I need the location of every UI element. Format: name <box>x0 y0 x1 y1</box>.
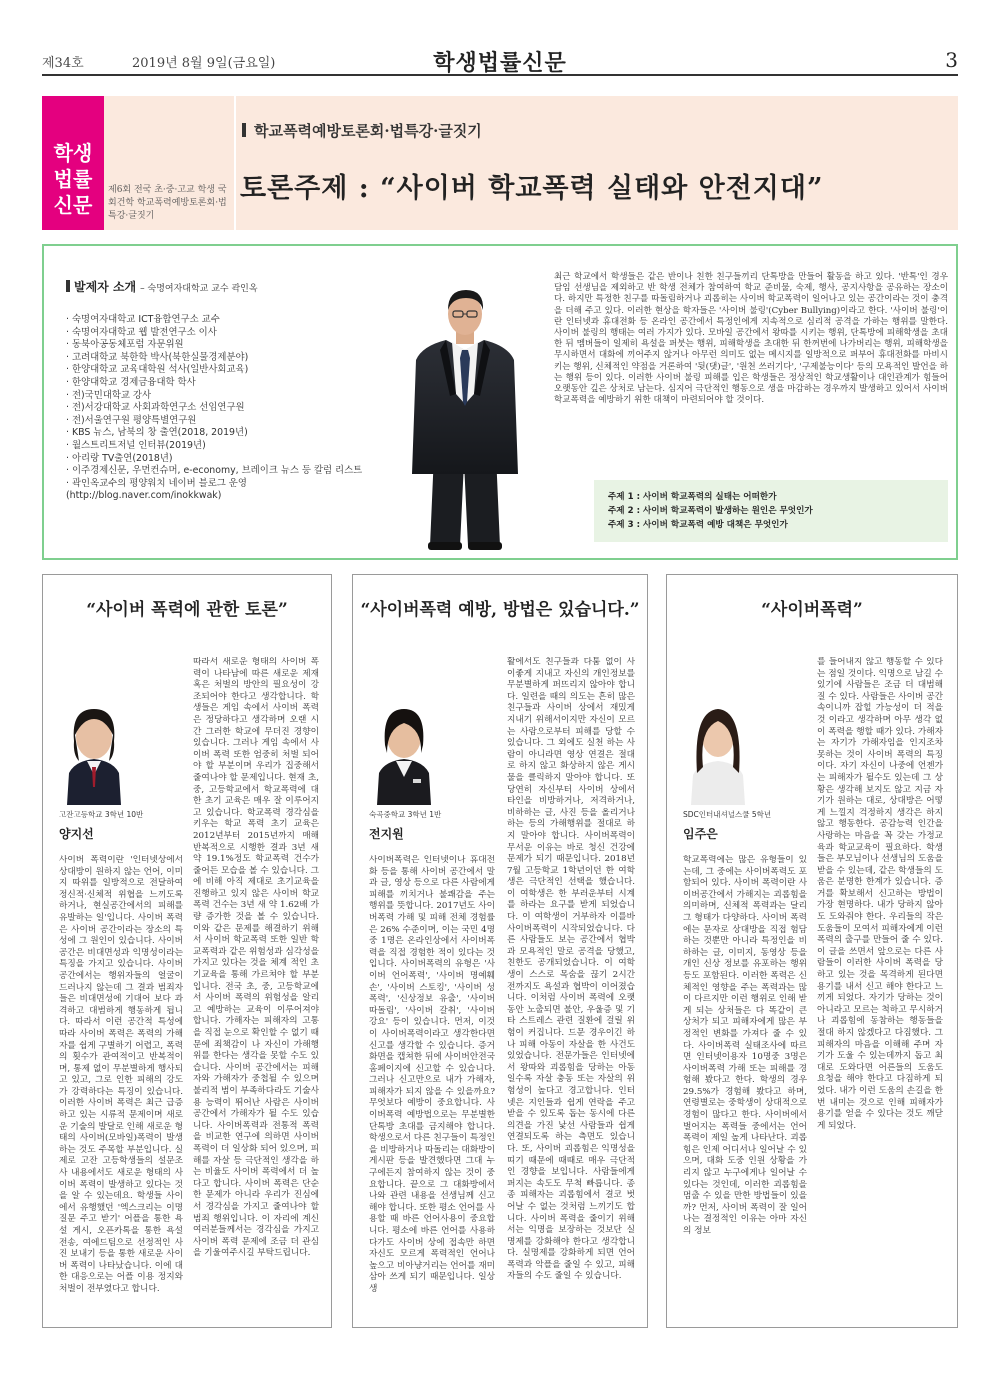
brand-text <box>42 140 104 218</box>
bio-item: · 전)서강대학교 사회과학연구소 선임연구원 <box>66 402 245 414</box>
article-title: “사이버 폭력에 관한 토론” <box>86 600 288 620</box>
brand-logo-block <box>42 96 104 230</box>
header-subtitle: 학교폭력예방토론회·법특강·글짓기 <box>242 120 482 141</box>
bio-item: (http://blog.naver.com/inokkwak) <box>66 490 222 502</box>
article-3 <box>666 574 958 1328</box>
presenter-heading <box>66 278 258 295</box>
header-band <box>42 96 958 230</box>
bio-item: · 전)국민대학교 강사 <box>66 389 152 401</box>
presenter-bio-list <box>66 314 396 503</box>
issue-date: 2019년 8월 9일(금요일) <box>132 56 276 71</box>
bio-item: · 고려대학교 북한학 박사(북한실물경제분야) <box>66 351 249 363</box>
article-column-2: 활에서도 친구들과 다툼 없이 사이좋게 지내고 자신의 개인정보를 무분별하게 퍼뜨리지 않아야 합니다. 일련을 때의 의도는 흔히 많은 친구들과 사이버 상에서 재밌게 지내기 위해서이지만 자신이 모르는 사람으로부터 피해를 당할 수 있습니다. 그 외에도 실천 하는 사람이 아니라면 영상 연결은 절대로 하지 않고 화상하지 않은 게시물을 클릭하지 말아야 합니다. 또 당연히 자신부터 사이버 상에서 타인을 비방하거나, 저격하거나, 비하하는 글, 사진 등을 올리거나 하는 등의 가해행위를 절대로 하지 말아야 합니다. 사이버폭력이 무서운 이유는 바로 청신 건강에 문제가 되기 때문입니다. 2018년 7월 고등학교 1학년이던 한 여학생은 극단적인 선택을 했습니다. 이 여학생은 한 부러운부터 시계를 하라는 요구를 받게 되었습니다. 이 여학생이 거부하자 이를바 사이버폭력이 시작되었습니다. 다른 사람들도 보는 공간에서 협박과 모욕적인 말로 공격을 당했고, 친한도 공개되었습니다. 이 여학생이 스스로 목숨을 끊기 2시간 전까지도 욕설과 협박이 이어졌습니다. 이처럼 사이버 폭력에 오랫동안 노출되면 불안, 우울증 및 기타 스트레스 관련 질환에 걸릴 위험이 커집니다. 드문 경우이긴 하나 피해 아동이 자살을 한 사건도 있었습니다. 전문가들은 인터넷에서 왕따와 괴롭힘을 당하는 아동일수록 자살 충동 또는 자살의 위험성이 높다고 경고합니다. 인터넷은 지인들과 쉽게 연락을 주고받을 수 있도록 돕는 동시에 다른 의견을 가진 낯선 사람들과 쉽게 연결되도록 하는 측면도 있습니다. 또, 사이버 괴롭힘은 익명성을 띠기 때문에 때때로 매우 극단적인 경향을 보입니다. 사람들에게 퍼지는 속도도 무척 빠릅니다. 종종 피해자는 괴롭힘에서 결코 벗어날 수 없는 것처럼 느끼기도 합니다. 사이버 폭력을 줄이기 위해서는 익명을 보장하는 것보단 실명제를 강화해야 한다고 생각합니다. 실명제를 강화하게 되면 언어폭력과 악플을 줄일 수 있고, 피해자들의 수도 줄일 수 있습니다. <box>507 657 635 1282</box>
bio-item: · KBS 뉴스, 남북의 창 출연(2018, 2019년) <box>66 427 248 439</box>
theme-item: 주제 2 : 사이버 학교폭력이 발생하는 원인은 무엇인가 <box>608 506 813 516</box>
bio-item: · 한양대학교 경제금융대학 학사 <box>66 376 196 388</box>
presenter-intro-text: 최근 학교에서 학생들은 같은 반이나 친한 친구들끼리 단톡방을 만들어 활동을 하고 있다. '반톡'인 경우 담임 선생님을 제외하고 반 학생 전체가 참여하여 학교 준비물, 숙제, 행사, 공지사항을 공유하는 장소이다. 하지만 특정한 친구를 따돌림하거나 괴롭히는 사이버 학교폭력이 일어나고 있는 공간이라는 것이 충격을 더해 주고 있다. 이러한 현상을 학자들은 '사이버 불링'(Cyber Bullying)이라고 한다. '사이버 불링'이란 인터넷과 휴대전화 등 온라인 공간에서 특정인에게 지속적으로 심리적 공격을 가하는 행위를 말한다. 사이버 불링의 행태는 여러 가지가 있다. 모바일 공간에서 왕따를 시키는 행위, 단톡방에 피해학생을 초대한 뒤 멤버들이 일제히 욕설을 퍼붓는 행위, 피해학생을 초대한 뒤 한꺼번에 나가버리는 행위, 피해학생을 무시하면서 대화에 끼어주지 않거나 아무런 의미도 없는 메시지를 일방적으로 퍼부어 휴대전화를 마비시키는 행위, 신체적인 약점을 거론하여 '뒷(댓)글', '원천 쓰러기다', '구제불능이다' 등의 모욕적인 발언을 하는 행위 등이 있다. 이러한 사이버 불링 피해를 입은 학생들은 정상적인 학교생활이나 대인관계가 힘들어 오랫동안 깊은 상처로 남는다. 심지어 극단적인 행동으로 생을 마감하는 경우까지 발생하고 있어서 사이버 학교폭력을 예방하기 위한 대책이 마련되어야 할 것이다. <box>554 272 948 406</box>
article-column-2: 따라서 새로운 형태의 사이버 폭력이 나타남에 따른 새로운 제재 혹은 처벌의 방안의 필요성이 강조되어야 한다고 생각합니다. 학생들은 게임 속에서 사이버 폭력은 정당하다고 생각하며 오랜 시간 그러한 학교에 무더진 경향이 있습니다. 그러나 게임 속에서 사이버 폭력 또한 엄중히 처벌 되어야 할 부분이며 우리가 집중해서 줄여나야 할 문제입니다. 현재 초, 중, 고등학교에서 학교폭력에 대한 초기 교육은 매우 잘 이루어지고 있습니다. 학교폭력 경각심을 키우는 학교 폭력 초기 교육은 2012년부터 2015년까지 매해 반복적으로 시행한 결과 3년 새 약 19.1%정도 학교폭력 건수가 줄어든 모습을 볼 수 있습니다. 그에 비해 아직 제대로 초기교육을 진행하고 있지 않은 사이버 학교폭력 건수는 3년 새 약 1.62배 가량 증가한 것을 볼 수 있습니다. 이와 같은 문제를 해결하기 위해서 사이버 학교폭력 또한 일반 학교폭력과 같은 위험성과 심각성을 가지고 있다는 것을 체계 적인 초기교육을 통해 가르쳐야 할 부분입니다. 전국 초, 중, 고등학교에서 사이버 폭력의 위험성을 알리고 예방하는 교육이 이루어져야 합니다. 가해자는 피해자의 고통을 직접 눈으로 확인할 수 없기 때문에 죄책감이 나 자신이 가해행위를 한다는 생각을 못할 수도 있습니다. 사이버 공간에서는 피해자와 가해자가 중첩될 수 있으며 불리적 범이 부족하다라도 기술사용 능력이 뛰어난 사람은 사이버 공간에서 가해자가 될 수도 있습니다. 사이버폭력과 전통적 폭력을 비교한 연구에 의하면 사이버폭력이 더 일상화 되어 있으며, 피해를 자살 등 극단적인 생각을 하는 비율도 사이버 폭력에서 더 높다고 합니다. 사이버 폭력은 단순한 문제가 아니라 우리가 진심에서 경각심을 가지고 줄여나야 할 범죄 행위입니다. 이 자리에 계신 여러분들께서는 경각심을 가지고 사이버 폭력 문제에 조금 더 관심을 기울여주시길 부탁드립니다. <box>193 657 319 1259</box>
theme-item: 주제 1 : 사이버 학교폭력의 실태는 어떠한가 <box>608 492 777 502</box>
masthead <box>42 46 958 76</box>
article-column-1: 사이버 폭력이란 '인터넷상에서 상대방이 원하지 않는 언어, 이미지 따위를 일방적으로 전달하여 정신적·신체적 위협을 느끼도록 하거나, 현실공간에서의 피해를 유발하는 일'입니다. 사이버 폭력은 사이버 공간이라는 장소의 특성에 그 원인이 있습니다. 사이버 공간은 비대면성과 익명성이라는 특징을 가지고 있습니다. 사이버 공간에서는 행위자들의 얼굴이 드러나지 않는데 그 결과 범죄자들은 비대면성에 기대어 보다 과격하고 대범하게 행동하게 됩니다. 따라서 이런 공간적 특성에 따라 사이버 폭력은 폭력의 가해자를 쉽게 구별하기 어렵고, 폭력의 횟수가 관여적이고 반복적이며, 통제 없이 무분별하게 행사되고 있고, 그로 인한 피해의 강도가 강력하다는 특징이 있습니다. 이러한 사이버 폭력은 최근 급증하고 있는 시류적 문제이며 새로운 기술의 발달로 인해 새로운 형태의 사이버(모바일)폭력이 발생하는 것도 주목할 부분입니다. 실제로 고잔 고등학생들의 설문조사 내용에서도 새로운 형태의 사이버 폭력이 발생하고 있다는 것을 알 수 있는데요. 학생들 사이에서 유행했던 '엑스크리는 이명 질문 주고 받기' 어플을 통한 욕설 게시, 오픈카톡을 통한 욕설 전송, 여에드팀으로 선정적인 사진 보내기 등을 통한 새로운 사이버 폭력이 나타났습니다. 이에 대한 대응으로는 어플 이용 정지와 처벌이 전부였다고 합니다. <box>59 855 183 1294</box>
issue-number: 제34호 <box>42 56 84 71</box>
student-name: 임주은 <box>683 827 718 841</box>
bio-item: · 아리랑 TV출연(2018년) <box>66 452 173 464</box>
article-title: “사이버폭력” <box>761 600 863 620</box>
bio-item: · 숙명여자대학교 ICT융합연구소 교수 <box>66 314 220 325</box>
heading-bar-icon <box>66 280 70 292</box>
page-number: 3 <box>945 48 958 72</box>
brand-line-3: 신문 <box>53 193 93 217</box>
student-school: 숙곡중학교 3학년 1반 <box>369 810 442 819</box>
student-name: 양지선 <box>59 827 94 841</box>
article-title: “사이버폭력 예방, 방법은 있습니다.” <box>360 600 640 620</box>
bio-item: · 이주경제신문, 우먼컨슈머, e-economy, 브레이크 뉴스 등 칼럼 리스트 <box>66 465 363 477</box>
article-2 <box>352 574 648 1328</box>
bio-item: · 전)서울연구원 평양특별연구원 <box>66 414 197 426</box>
article-column-2: 를 들어내지 않고 행동할 수 있다는 점일 것이다. 익명으로 남길 수 있기에 사람들은 조금 더 대범해 질 수 있다. 사람들은 사이버 공간 속이니까 잡힐 가능성이 더 적을 것 이라고 생각하며 아무 생각 없이 폭력을 행할 때가 있다. 가해자는 자기가 가해자임을 인지조차 못하는 것이 사이버 폭력의 특징이다. 자기 자신이 나중에 언젠가는 피해자가 될수도 있는데 그 상황은 생각해 보지도 않고 지금 자기가 원하는 대로, 상대방은 어떻게 느낄지 걱정하지 생각은 하지 않고 행동한다. 공감능력 인간을 사랑하는 마음을 꼭 갖는 가정교육과 학교교육이 필요하다. 학생들은 부모님이나 선생님의 도움을 받을 수 있는데, 같은 학생들의 도움은 분명한 한계가 있습니다. 증거를 확보해서 신고하는 방법이 가장 현명하다. 내가 당하지 않아도 도와줘야 한다. 우리들의 작은 도움들이 모여서 피해자에게 이런 폭력의 출구를 만들어 줄 수 있다. 이 글을 쓰면서 앞으로는 다른 사람들이 이러한 사이버 폭력을 당하고 있는 것을 목격하게 된다면 용기를 내서 신고 해야 한다고 느끼게 되었다. 자기가 당하는 것이 아니라고 모르는 척하고 무시하거나 괴롭힘에 동참하는 행동들을 절대 하지 않겠다고 다짐했다. 그 피해자의 마음을 이해해 주며 자기가 도울 수 있는데까지 돕고 최대로 도와다면 어른들의 도움도 요청을 해야 한다고 다짐하게 되었다. 내가 이런 도움의 손길을 한번 내미는 것으로 인해 피해자가 용기를 얻을 수 있다는 것도 깨닫게 되었다. <box>817 657 943 1131</box>
presenter-heading-sub: – 숙명여자대학교 교수 곽인옥 <box>140 284 258 294</box>
presenter-photo <box>396 284 534 550</box>
student-name: 전지원 <box>369 827 404 841</box>
theme-item: 주제 3 : 사이버 학교폭력 예방 대책은 무엇인가 <box>608 520 788 530</box>
student-school: 고잔고등학교 3학년 10반 <box>59 810 144 819</box>
brand-line-2: 법률 <box>53 167 93 191</box>
student-photo <box>369 695 439 805</box>
debate-topic: 토론주제 : “사이버 학교폭력 실태와 안전지대” <box>240 173 824 204</box>
debate-themes-box <box>594 480 948 542</box>
bio-item: · 한양대학교 교육대학원 석사(일반사회교육) <box>66 364 249 376</box>
newspaper-title: 학생법률신문 <box>433 50 567 76</box>
bio-item: · 곽인옥교수의 평양워치 네이버 블로그 운영 <box>66 477 247 489</box>
article-column-1: 사이버폭력은 인터넷이나 휴대전화 등을 통해 사이버 공간에서 말과 글, 영상 등으로 다른 사람에게 피해를 끼치거나 불쾌감을 주는 행위를 뜻합니다. 2017년도 사이버폭력 가해 및 피해 전체 경험률은 26% 수준이며, 이는 국민 4명중 1명은 온라인상에서 사이버폭력을 직접 경험한 적이 있다는 것입니다. 사이버폭력의 유형은 '사이버 언어폭력', '사이버 명예훼손', '사이버 스토킹', '사이버 성폭력', '신상정보 유출', '사이버 따돌림', '사이버 갈취', '사이버 강요' 등이 있습니다. 먼저, 이것이 사이버폭력이라고 생각한다면 신고를 생각할 수 있습니다. 증거화면을 캡쳐한 뒤에 사이버안전국 홈페이지에 신고할 수 있습니다. 그러나 신고만으로 내가 가해자, 피해자가 되지 않을 수 있을까요? 무엇보다 예방이 중요합니다. 사이버폭력 예방법으로는 무분별한 단톡방 초대를 금지해야 합니다. 학생으로서 다른 친구들이 특정인을 비방하거나 따돌리는 대화방이 게시판 등을 발견했다면 그대 누구에든지 참여하지 않는 것이 중요합니다. 끝으로 그 대화방에서 나와 관련 내용을 선생님께 신고해야 합니다. 또한 평소 언어를 사용할 때 바른 언어사용이 중요합니다. 평소에 바른 언어를 사용하다가도 사이버 상에 접속만 하면 자신도 모르게 폭력적인 언어나 높으고 비아냥거리는 언어를 재미삼아 쓰게 되기 때문입니다. 일상생 <box>369 855 495 1294</box>
student-photo <box>59 695 129 805</box>
bio-item: · 동북아공동체포럼 자문위원 <box>66 339 184 351</box>
student-photo <box>683 695 753 805</box>
bio-item: · 숙명여자대학교 웹 발전연구소 이사 <box>66 326 217 338</box>
bio-item: · 월스트리트저널 인터뷰(2019년) <box>66 439 206 451</box>
brand-description: 제6회 전국 초·중·고교 학생 국회건학 학교폭력예방토론회·법특강·글짓기 <box>108 185 227 221</box>
brand-line-1: 학생 <box>53 141 93 165</box>
article-column-1: 학교폭력에는 많은 유형들이 있는데, 그 중에는 사이버폭력도 포함되어 있다. 사이버 폭력이란 사이버공간에서 가해지는 괴롭힘을 의미하며, 신체적 폭력과는 달리 그 형태가 다양하다. 사이버 폭력에는 문자로 상대방을 직접 험담하는 것뿐만 아니라 특정인을 비하하는 글, 이미지, 동영상 등을 개인 신상 정보를 유포하는 행위 등도 포함된다. 이러한 폭력은 신체적인 영향을 주는 폭력과는 많이 다르지만 이런 행위로 인해 받게 되는 상처들은 다 똑같이 큰 상처가 되고 피해자에게 많은 부정적인 변화를 가져다 줄 수 있다. 사이버폭력 실태조사에 따르면 인터넷이용자 10명중 3명은 사이버폭력 가해 또는 피해를 경험해 봤다고 한다. 학생의 경우 29.5%가 경험해 봤다고 하며, 연령별로는 중학생이 상대적으로 경험이 많다고 한다. 사이버에서 벌어지는 폭력들 중에서는 언어폭력이 제일 높게 나타난다. 괴롭힘은 인제 어디서나 일어날 수 있으며, 대화 도중 인원 상황을 가리지 않고 누구에게나 일어날 수 있다는 것인데, 이러한 괴롭힘을 멈출 수 있을 만한 방법들이 있을까? 먼저, 사이버 폭력이 잘 일어나는 결정적인 이유는 아마 자신의 정보 <box>683 855 807 1236</box>
presenter-section <box>42 244 958 560</box>
header-divider <box>234 96 236 230</box>
student-school: SDC인터내셔널스쿨 5학년 <box>683 810 772 819</box>
presenter-heading-text: 발제자 소개 <box>74 280 137 294</box>
article-1 <box>42 574 332 1328</box>
